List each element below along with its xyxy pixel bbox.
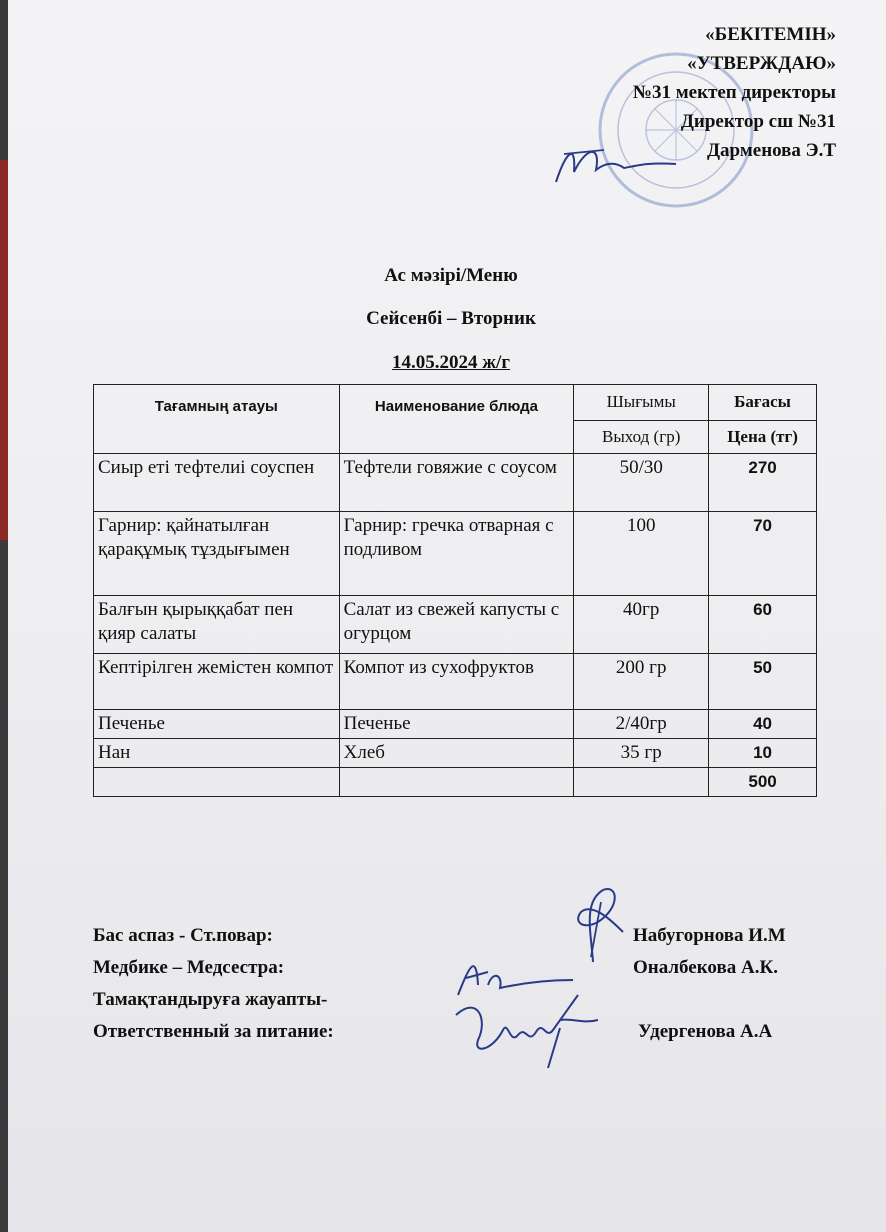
dish-name-kz: Сиыр еті тефтелиі соуспен bbox=[94, 454, 340, 512]
director-ru: Директор сш №31 bbox=[680, 111, 836, 132]
director-kz: №31 мектеп директоры bbox=[632, 82, 836, 103]
dish-price: 70 bbox=[709, 512, 817, 596]
header-name-kz: Тағамның атауы bbox=[94, 385, 340, 454]
responsible-role-ru: Ответственный за питание: bbox=[93, 1021, 334, 1042]
table-row bbox=[94, 512, 817, 596]
dish-name-ru: Тефтели говяжие с соусом bbox=[339, 454, 574, 512]
dish-yield: 200 гр bbox=[574, 654, 709, 710]
header-yield-kz: Шығымы bbox=[574, 385, 709, 421]
dish-yield: 50/30 bbox=[574, 454, 709, 512]
menu-table bbox=[93, 384, 817, 797]
dish-price: 10 bbox=[709, 739, 817, 768]
header-price-ru: Цена (тг) bbox=[709, 420, 817, 453]
menu-title: Ас мәзірі/Меню bbox=[384, 265, 518, 286]
dish-name-kz: Кептірілген жемістен компот bbox=[94, 654, 340, 710]
dish-name-ru: Печенье bbox=[339, 710, 574, 739]
director-name: Дарменова Э.Т bbox=[706, 140, 836, 161]
dish-name-kz: Балғын қырыққабат пен қияр салаты bbox=[94, 596, 340, 654]
approval-kz: «БЕКІТЕМІН» bbox=[705, 24, 836, 45]
approval-ru: «УТВЕРЖДАЮ» bbox=[687, 53, 836, 74]
dish-yield: 100 bbox=[574, 512, 709, 596]
director-signature bbox=[546, 132, 686, 192]
dish-name-ru: Компот из сухофруктов bbox=[339, 654, 574, 710]
chef-name: Набугорнова И.М bbox=[633, 925, 786, 946]
document-page bbox=[8, 0, 886, 1232]
responsible-role-kz: Тамақтандыруға жауапты- bbox=[93, 989, 328, 1010]
total-empty-2 bbox=[339, 768, 574, 797]
header-price-kz: Бағасы bbox=[709, 385, 817, 421]
table-row bbox=[94, 654, 817, 710]
chef-role: Бас аспаз - Ст.повар: bbox=[93, 925, 273, 946]
table-row bbox=[94, 454, 817, 512]
dish-name-kz: Печенье bbox=[94, 710, 340, 739]
menu-date: 14.05.2024 ж/г bbox=[392, 352, 510, 373]
total-empty-3 bbox=[574, 768, 709, 797]
dish-yield: 35 гр bbox=[574, 739, 709, 768]
dish-price: 50 bbox=[709, 654, 817, 710]
header-name-ru: Наименование блюда bbox=[339, 385, 574, 454]
dish-name-kz: Гарнир: қайнатылған қарақұмық тұздығымен bbox=[94, 512, 340, 596]
dish-name-kz: Нан bbox=[94, 739, 340, 768]
table-header-row bbox=[94, 385, 817, 421]
responsible-name: Удергенова А.А bbox=[638, 1021, 773, 1042]
responsible-signature bbox=[448, 990, 608, 1070]
dish-price: 40 bbox=[709, 710, 817, 739]
dish-price: 60 bbox=[709, 596, 817, 654]
dish-name-ru: Гарнир: гречка отварная с подливом bbox=[339, 512, 574, 596]
table-row bbox=[94, 710, 817, 739]
total-price: 500 bbox=[709, 768, 817, 797]
dish-yield: 40гр bbox=[574, 596, 709, 654]
dish-name-ru: Салат из свежей капусты с огурцом bbox=[339, 596, 574, 654]
header-yield-ru: Выход (гр) bbox=[574, 420, 709, 453]
table-row bbox=[94, 596, 817, 654]
total-empty-1 bbox=[94, 768, 340, 797]
nurse-role: Медбике – Медсестра: bbox=[93, 957, 285, 978]
table-row bbox=[94, 739, 817, 768]
table-total-row bbox=[94, 768, 817, 797]
menu-day: Сейсенбі – Вторник bbox=[366, 308, 536, 329]
dish-yield: 2/40гр bbox=[574, 710, 709, 739]
dish-price: 270 bbox=[709, 454, 817, 512]
dish-name-ru: Хлеб bbox=[339, 739, 574, 768]
nurse-name: Оналбекова А.К. bbox=[633, 957, 778, 978]
